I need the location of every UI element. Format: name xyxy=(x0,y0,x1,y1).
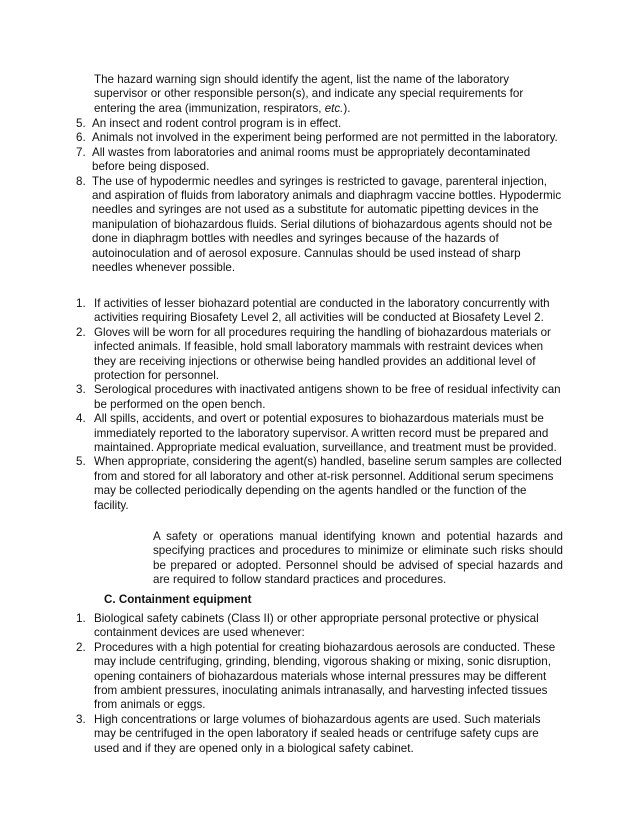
list-number: 3. xyxy=(76,383,86,397)
list-text: Animals not involved in the experiment being performed are not permitted in the laboratory. xyxy=(92,131,558,145)
warning-sign-paragraph xyxy=(94,73,548,116)
list-item xyxy=(76,175,562,276)
list-item xyxy=(76,117,562,131)
list-item xyxy=(76,713,564,756)
list-item xyxy=(76,131,562,145)
list-item xyxy=(76,612,564,641)
list-text: All spills, accidents, and overt or potential exposures to biohazardous materials must be immediately reported to the laboratory supervisor. A written record must be prepared and maintained. Appropriate medical evaluation, surveillance, and treatment must be provided. xyxy=(94,412,557,455)
list-text: Serological procedures with inactivated antigens shown to be free of residual infectivity can be performed on the open bench. xyxy=(94,383,561,411)
list-item xyxy=(76,297,564,326)
warning-sign-end: ). xyxy=(343,101,351,115)
list-number: 2. xyxy=(76,640,86,654)
list-number: 5. xyxy=(76,117,86,130)
list-item xyxy=(76,383,564,412)
list-item xyxy=(76,641,564,713)
list-number: 1. xyxy=(76,297,86,310)
list-a xyxy=(76,117,562,275)
safety-manual-paragraph: A safety or operations manual identifying known and potential hazards and specifying practices and procedures to minimize or eliminate such risks should be prepared or adopted. Personnel should be advised of special hazards and are required to follow standard practices and procedures. xyxy=(153,530,563,587)
etc-italic: etc. xyxy=(324,101,344,115)
list-item xyxy=(76,146,562,175)
list-text: An insect and rodent control program is in effect. xyxy=(92,117,342,130)
list-text: When appropriate, considering the agent(s) handled, baseline serum samples are collected from and stored for all laboratory and other at-risk personnel. Additional serum specimens may be collected periodically depending on the agents handled or the function of the facility. xyxy=(94,455,562,512)
list-item xyxy=(76,412,564,455)
list-number: 1. xyxy=(76,612,86,625)
list-number: 2. xyxy=(76,325,86,339)
section-heading: C. Containment equipment xyxy=(104,593,252,606)
list-text: If activities of lesser biohazard potential are conducted in the laboratory concurrently with activities requiring Biosafety Level 2, all activities will be conducted at Biosafety Level 2. xyxy=(94,297,550,325)
list-item xyxy=(76,455,564,513)
list-number: 6. xyxy=(76,131,86,145)
list-text: All wastes from laboratories and animal rooms must be appropriately decontaminated before being disposed. xyxy=(92,145,531,174)
list-c xyxy=(76,612,564,756)
list-text: High concentrations or large volumes of biohazardous agents are used. Such materials may be centrifuged in the open laboratory if sealed heads or centrifuge safety cups are used and if they are opened only in a biological safety cabinet. xyxy=(94,712,541,755)
list-text: Procedures with a high potential for creating biohazardous aerosols are conducted. These may include centrifuging, grinding, blending, vigorous shaking or mixing, sonic disruption, opening containers of biohazardous materials whose internal pressures may be different from ambient pressures, inoculating animals intranasally, and harvesting infected tissues from animals or eggs. xyxy=(94,640,556,712)
list-b xyxy=(76,297,564,513)
list-text: Gloves will be worn for all procedures requiring the handling of biohazardous materials or infected animals. If feasible, hold small laboratory mammals with restraint devices when they are receiving injections or otherwise being handled provides an additional level of protection for personnel. xyxy=(94,325,551,383)
list-number: 8. xyxy=(76,174,86,188)
warning-sign-text: The hazard warning sign should identify the agent, list the name of the laboratory supervisor or other responsible person(s), and indicate any special requirements for entering the area (immunization, respirators, xyxy=(94,73,524,115)
list-number: 7. xyxy=(76,145,86,159)
list-number: 4. xyxy=(76,412,86,426)
list-number: 5. xyxy=(76,455,86,469)
list-item xyxy=(76,326,564,384)
list-text: The use of hypodermic needles and syringes is restricted to gavage, parenteral injection, and aspiration of fluids from laboratory animals and diaphragm vaccine bottles. Hypodermic needles and syringes are not used as a substitute for automatic pipetting devices in the manipulation of biohazardous fluids. Serial dilutions of biohazardous agents should not be done in diaphragm bottles with needles and syringes because of the hazards of autoinoculation and of aerosol exposure. Cannulas should be used instead of sharp needles whenever possible. xyxy=(92,174,562,275)
list-number: 3. xyxy=(76,712,86,726)
list-text: Biological safety cabinets (Class II) or other appropriate personal protective or physical containment devices are used whenever: xyxy=(94,612,539,640)
